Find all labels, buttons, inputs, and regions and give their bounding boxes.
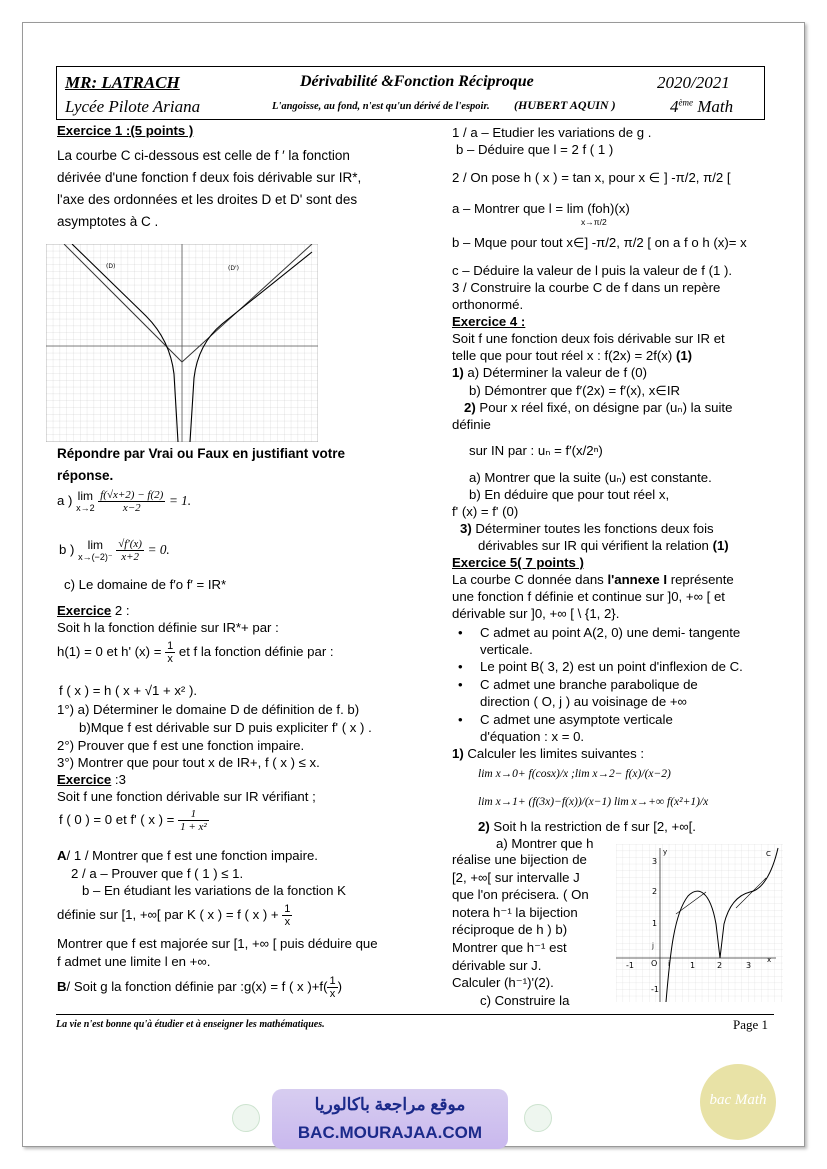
ex3-R5: b – Mque pour tout x∈] -π/2, π/2 [ on a f o h (x)= x (452, 235, 747, 250)
tick-y1: 1 (652, 919, 658, 928)
ex5-bullet-3b: direction ( O, j ) au voisinage de +∞ (480, 694, 687, 709)
ex5-limits-1: lim x→0+ f(cosx)/x ;lim x→2− f(x)/(x−2) (478, 768, 671, 780)
ex3-A5: f admet une limite l en +∞. (57, 954, 211, 969)
ex1-question-a: a ) lim x→2 $\frac{f(√x+2) - f(2)}{x-2}$ = 1. (57, 488, 192, 514)
ex4-line5: 2) Pour x réel fixé, on désigne par (uₙ) la suite (464, 400, 733, 415)
bac-math-logo: bac Math (700, 1064, 776, 1140)
ex2-line4: 1°) a) Déterminer le domaine D de définition de f. b) (57, 702, 360, 717)
tick-y3: 3 (652, 857, 658, 866)
ex4-title: Exercice 4 : (452, 314, 526, 329)
ex3-A4: Montrer que f est majorée sur [1, +∞ [ puis déduire que (57, 936, 378, 951)
ex3-A2b: b – En étudiant les variations de la fonction K (82, 883, 346, 898)
ex2-line1: Soit h la fonction définie sur IR*+ par : (57, 620, 279, 635)
j-label: j (652, 942, 654, 950)
ex3-A1: A/ 1 / Montrer que f est une fonction impaire. (57, 848, 318, 863)
label-d: (D) (106, 263, 116, 270)
ex5-bullet-4: • C admet une asymptote verticale (480, 711, 673, 728)
site-banner[interactable] (272, 1089, 508, 1149)
ex3-A3: définie sur [1, +∞[ par K ( x ) = f ( x ) + $\frac{1}{x}$ (57, 903, 291, 928)
school-year: 2020/2021 (657, 73, 730, 92)
curve-label: C (766, 850, 771, 858)
school-name: Lycée Pilote Ariana (65, 97, 201, 116)
ex5-q1: 1) Calculer les limites suivantes : (452, 746, 645, 761)
ex5-bullet-4b: d'équation : x = 0. (480, 729, 585, 744)
ex3-R1: 1 / a – Etudier les variations de g . (452, 125, 652, 140)
ex4-line2: telle que pour tout réel x : f(2x) = 2f(x) (1) (452, 348, 693, 363)
ex5-q2a: a) Montrer que h (496, 836, 594, 851)
ex3-R4-under: x→π/2 (581, 217, 607, 227)
site-logo-right (524, 1104, 552, 1132)
ex3-B1: B/ Soit g la fonction définie par :g(x) = f ( x )+f( $\frac{1}{x}$ ) (57, 975, 342, 1000)
ex2-line2: h(1) = 0 et h' (x) = $\frac{1}{x}$ et f la fonction définie par : (57, 640, 334, 665)
ex1-title: Exercice 1 :(5 points ) (57, 123, 194, 138)
x-label: x (767, 956, 772, 964)
quote-author: (HUBERT AQUIN ) (514, 98, 616, 112)
ex5-title: Exercice 5( 7 points ) (452, 555, 584, 570)
i-label: i (668, 960, 670, 968)
teacher-name: MR: LATRACH (65, 73, 180, 92)
tick-ym1: -1 (651, 985, 659, 994)
header-box (56, 66, 765, 120)
quote: L'angoisse, au fond, n'est qu'un dérivé de l'espoir. (272, 101, 490, 112)
ex3-line1: Soit f une fonction dérivable sur IR vérifiant ; (57, 789, 316, 804)
ex4-line4: b) Démontrer que f′(2x) = f′(x), x∈IR (469, 383, 680, 398)
banner-arabic: موقع مراجعة باكالوريا (314, 1095, 466, 1114)
ex5-limits-2: lim x→1+ (f(3x)−f(x))/(x−1) lim x→+∞ f(x²+1)/x (478, 796, 709, 808)
ex4-line1: Soit f une fonction deux fois dérivable sur IR et (452, 331, 725, 346)
ex4-line6: définie (452, 417, 491, 432)
label-d-prime: (D') (228, 265, 239, 272)
tick-y2: 2 (652, 887, 658, 896)
ex1-graph (46, 244, 318, 442)
page-number: Page 1 (733, 1017, 769, 1032)
ex5-graph (616, 844, 783, 1002)
ex4-line12: dérivables sur IR qui vérifient la relation (1) (478, 538, 729, 553)
tick-x1: 1 (690, 961, 696, 970)
ex1-question-b: b ) lim x→(−2)⁻ $\frac{√f'(x)}{x+2}$ = 0. (59, 537, 170, 563)
ex2-title: Exercice (57, 603, 112, 618)
ex3-title: Exercice (57, 772, 112, 787)
y-label: y (663, 848, 668, 856)
tick-xm1: -1 (626, 961, 634, 970)
doc-title: Dérivabilité &Fonction Réciproque (300, 73, 534, 90)
ex2-line7: 3°) Montrer que pour tout x de IR+, f ( x ) ≤ x. (57, 755, 320, 770)
banner-site: BAC.MOURAJAA.COM (297, 1123, 483, 1142)
ex4-line3: 1) a) Déterminer la valeur de f (0) (452, 365, 647, 380)
level: 4ème Math (670, 97, 734, 116)
site-logo-left (232, 1104, 260, 1132)
ex5-bullet-3: • C admet une branche parabolique de (480, 676, 698, 693)
ex1-question-c: c) Le domaine de f′o f′ = IR* (64, 577, 227, 592)
ex4-line10: f' (x) = f' (0) (452, 504, 519, 519)
ex4-line9: b) En déduire que pour tout réel x, (469, 487, 670, 502)
ex4-line7: sur IN par : uₙ = f′(x/2ⁿ) (469, 443, 603, 458)
ex5-line1: La courbe C donnée dans l'annexe I représente (452, 572, 734, 587)
ex5-bullet-2: • Le point B( 3, 2) est un point d'inflexion de C. (480, 658, 743, 675)
ex4-line11: 3) Déterminer toutes les fonctions deux fois (460, 521, 714, 536)
ex1-instruction: Répondre par Vrai ou Faux en justifiant votre réponse. (57, 446, 346, 483)
tick-x2: 2 (717, 961, 723, 970)
ex4-line8: a) Montrer que la suite (uₙ) est constante. (469, 470, 712, 485)
ex3-line2: f ( 0 ) = 0 et f' ( x ) = $\frac{1}{\text{1 + x²}}$ (59, 808, 207, 833)
ex5-bullet-1: • C admet au point A(2, 0) une demi- tangente (480, 624, 740, 641)
tick-x3: 3 (746, 961, 752, 970)
ex3-R2: b – Déduire que l = 2 f ( 1 ) (456, 142, 614, 157)
ex3-R7: 3 / Construire la courbe C de f dans un repère (452, 280, 721, 295)
ex2-line5: b)Mque f est dérivable sur D puis expliciter f' ( x ) . (79, 720, 372, 735)
origin-label: O (651, 959, 658, 968)
ex1-intro: La courbe C ci-dessous est celle de f ′ la fonction dérivée d'une fonction f deux fois dérivable sur IR*, l'axe des ordonnées et les droites D et D' sont des asymptotes à C . (57, 148, 362, 229)
ex5-line2: une fonction f définie et continue sur ]0, +∞ [ et (452, 589, 725, 604)
ex5-bullet-1b: verticale. (480, 642, 533, 657)
ex5-q2-text: réalise une bijection de [2, +∞[ sur intervalle J que l'on précisera. ( On notera h⁻¹ la bijection réciproque de h ) b) Montrer que h⁻¹ est dérivable sur J. Calculer (h⁻¹)'(2). c) Construire la (452, 852, 589, 1008)
ex3-R3: 2 / On pose h ( x ) = tan x, pour x ∈ ] -π/2, π/2 [ (452, 170, 731, 185)
ex3-R6: c – Déduire la valeur de l puis la valeur de f (1 ). (452, 263, 733, 278)
footer-line (56, 1014, 774, 1015)
ex3-R8: orthonormé. (452, 297, 524, 312)
ex3-R4: a – Montrer que l = lim (foh)(x) (452, 201, 630, 216)
ex2-line6: 2°) Prouver que f est une fonction impaire. (57, 738, 305, 753)
footer-motto: La vie n'est bonne qu'à étudier et à enseigner les mathématiques. (56, 1019, 325, 1030)
ex3-A2a: 2 / a – Prouver que f ( 1 ) ≤ 1. (71, 866, 244, 881)
ex5-line3: dérivable sur ]0, +∞ [ \ {1, 2}. (452, 606, 620, 621)
ex2-line3: f ( x ) = h ( x + √1 + x² ). (59, 683, 198, 698)
ex5-q2: 2) Soit h la restriction de f sur [2, +∞[. (478, 819, 696, 834)
